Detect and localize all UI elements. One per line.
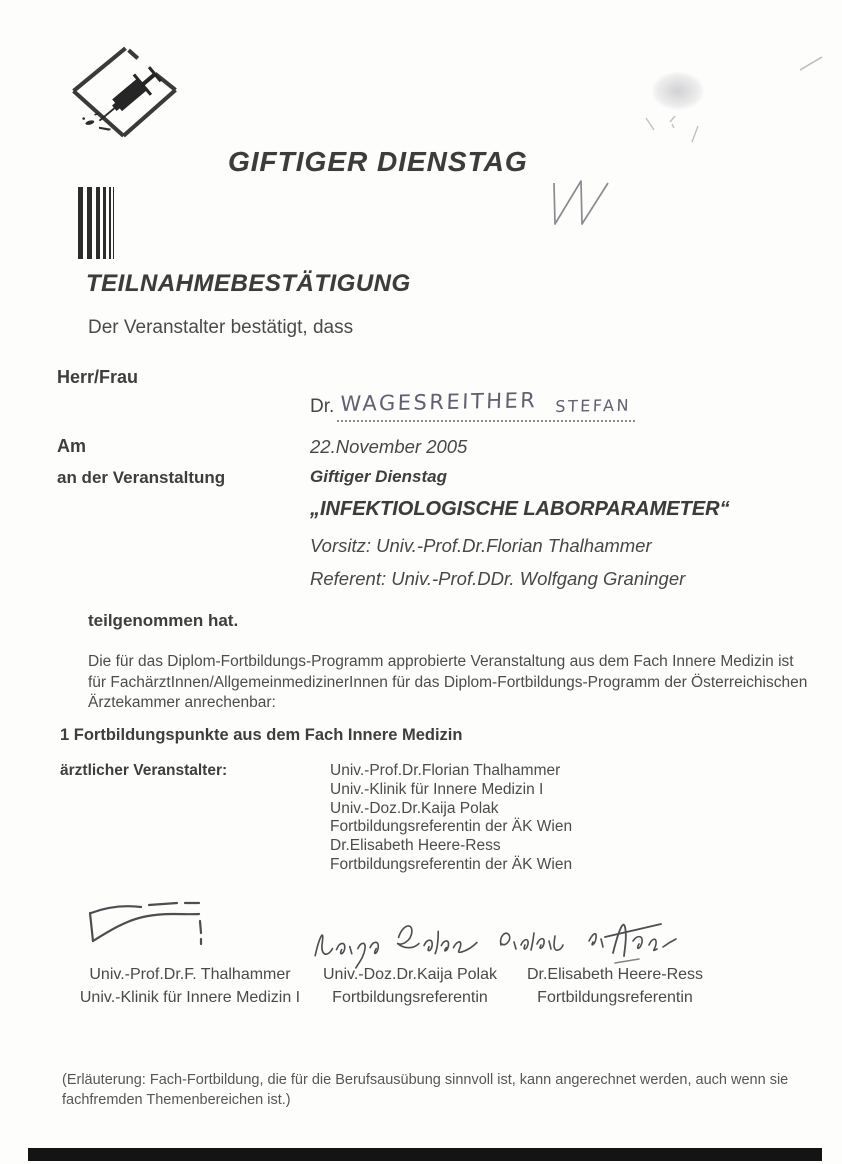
event-topic: „INFEKTIOLOGISCHE LABORPARAMETER“	[310, 498, 730, 520]
polak-signature-icon	[305, 915, 483, 969]
w-mark	[550, 176, 612, 230]
organizer-item: Univ.-Prof.Dr.Florian Thalhammer	[330, 762, 561, 779]
date-label: Am	[57, 436, 87, 456]
name-prefix: Dr.	[310, 396, 335, 417]
signatory-block-thalhammer	[55, 964, 325, 1009]
organizer-item: Fortbildungsreferentin der ÄK Wien	[330, 855, 573, 873]
intro-line: Der Veranstalter bestätigt, dass	[88, 317, 354, 338]
scan-edge-bar	[28, 1148, 822, 1161]
speaker-line: Referent: Univ.-Prof.DDr. Wolfgang Graninger	[310, 568, 686, 589]
organizer-item: Fortbildungsreferentin der ÄK Wien	[330, 818, 573, 836]
salutation-label: Herr/Frau	[57, 367, 139, 387]
certificate-heading: TEILNAHMEBESTÄTIGUNG	[86, 270, 411, 297]
pen-flecks	[640, 112, 720, 154]
chair-line: Vorsitz: Univ.-Prof.Dr.Florian Thalhammer	[310, 535, 652, 556]
organizer-item: Univ.-Klinik für Innere Medizin I	[330, 780, 544, 798]
signatory-block-heere-ress	[505, 964, 725, 1009]
stamp-smudge	[652, 72, 704, 110]
date-value: 22.November 2005	[310, 436, 468, 457]
event-label: an der Veranstaltung	[57, 468, 226, 487]
organizer-item: Dr.Elisabeth Heere-Ress	[330, 837, 501, 855]
organizer-label: ärztlicher Veranstalter:	[60, 762, 228, 779]
footnote: (Erläuterung: Fach-Fortbildung, die für die Berufsausübung sinnvoll ist, kann angerechnet werden, auch wenn sie fachfremden Themenbereichen ist.)	[62, 1072, 789, 1108]
signatory-name: Univ.-Prof.Dr.F. Thalhammer	[89, 966, 291, 983]
signatory-name: Univ.-Doz.Dr.Kaija Polak	[323, 966, 497, 983]
thalhammer-signature-icon	[80, 897, 232, 959]
signatory-role: Univ.-Klinik für Innere Medizin I	[79, 988, 301, 1006]
organizer-list	[330, 762, 572, 875]
participation-line: teilgenommen hat.	[88, 611, 239, 630]
points-line: 1 Fortbildungspunkte aus dem Fach Innere Medizin	[60, 726, 463, 744]
event-brand-title: GIFTIGER DIENSTAG	[228, 146, 528, 177]
signatory-block-polak	[305, 964, 515, 1009]
handwritten-surname: WAGESREITHER	[340, 388, 538, 416]
signatory-name: Dr.Elisabeth Heere-Ress	[526, 966, 704, 983]
organizer-item: Univ.-Doz.Dr.Kaija Polak	[330, 799, 499, 817]
barcode-mark	[78, 187, 114, 259]
syringe-logo-icon	[60, 40, 188, 142]
signatory-role: Fortbildungsreferentin	[332, 988, 488, 1006]
signatory-role: Fortbildungsreferentin	[537, 988, 693, 1006]
corner-mark	[798, 54, 828, 72]
accreditation-paragraph: Die für das Diplom-Fortbildungs-Programm approbierte Veranstaltung aus dem Fach Innere Medizin ist für FachärztInnen/AllgemeinmedizinerInnen für das Diplom-Fortbildungs-Programm der Österreichischen Ärztekammer anrechenbar:	[88, 653, 808, 711]
handwritten-firstname: STEFAN	[555, 395, 632, 416]
heere-ress-signature-icon	[492, 911, 684, 969]
event-name: Giftiger Dienstag	[310, 467, 447, 486]
